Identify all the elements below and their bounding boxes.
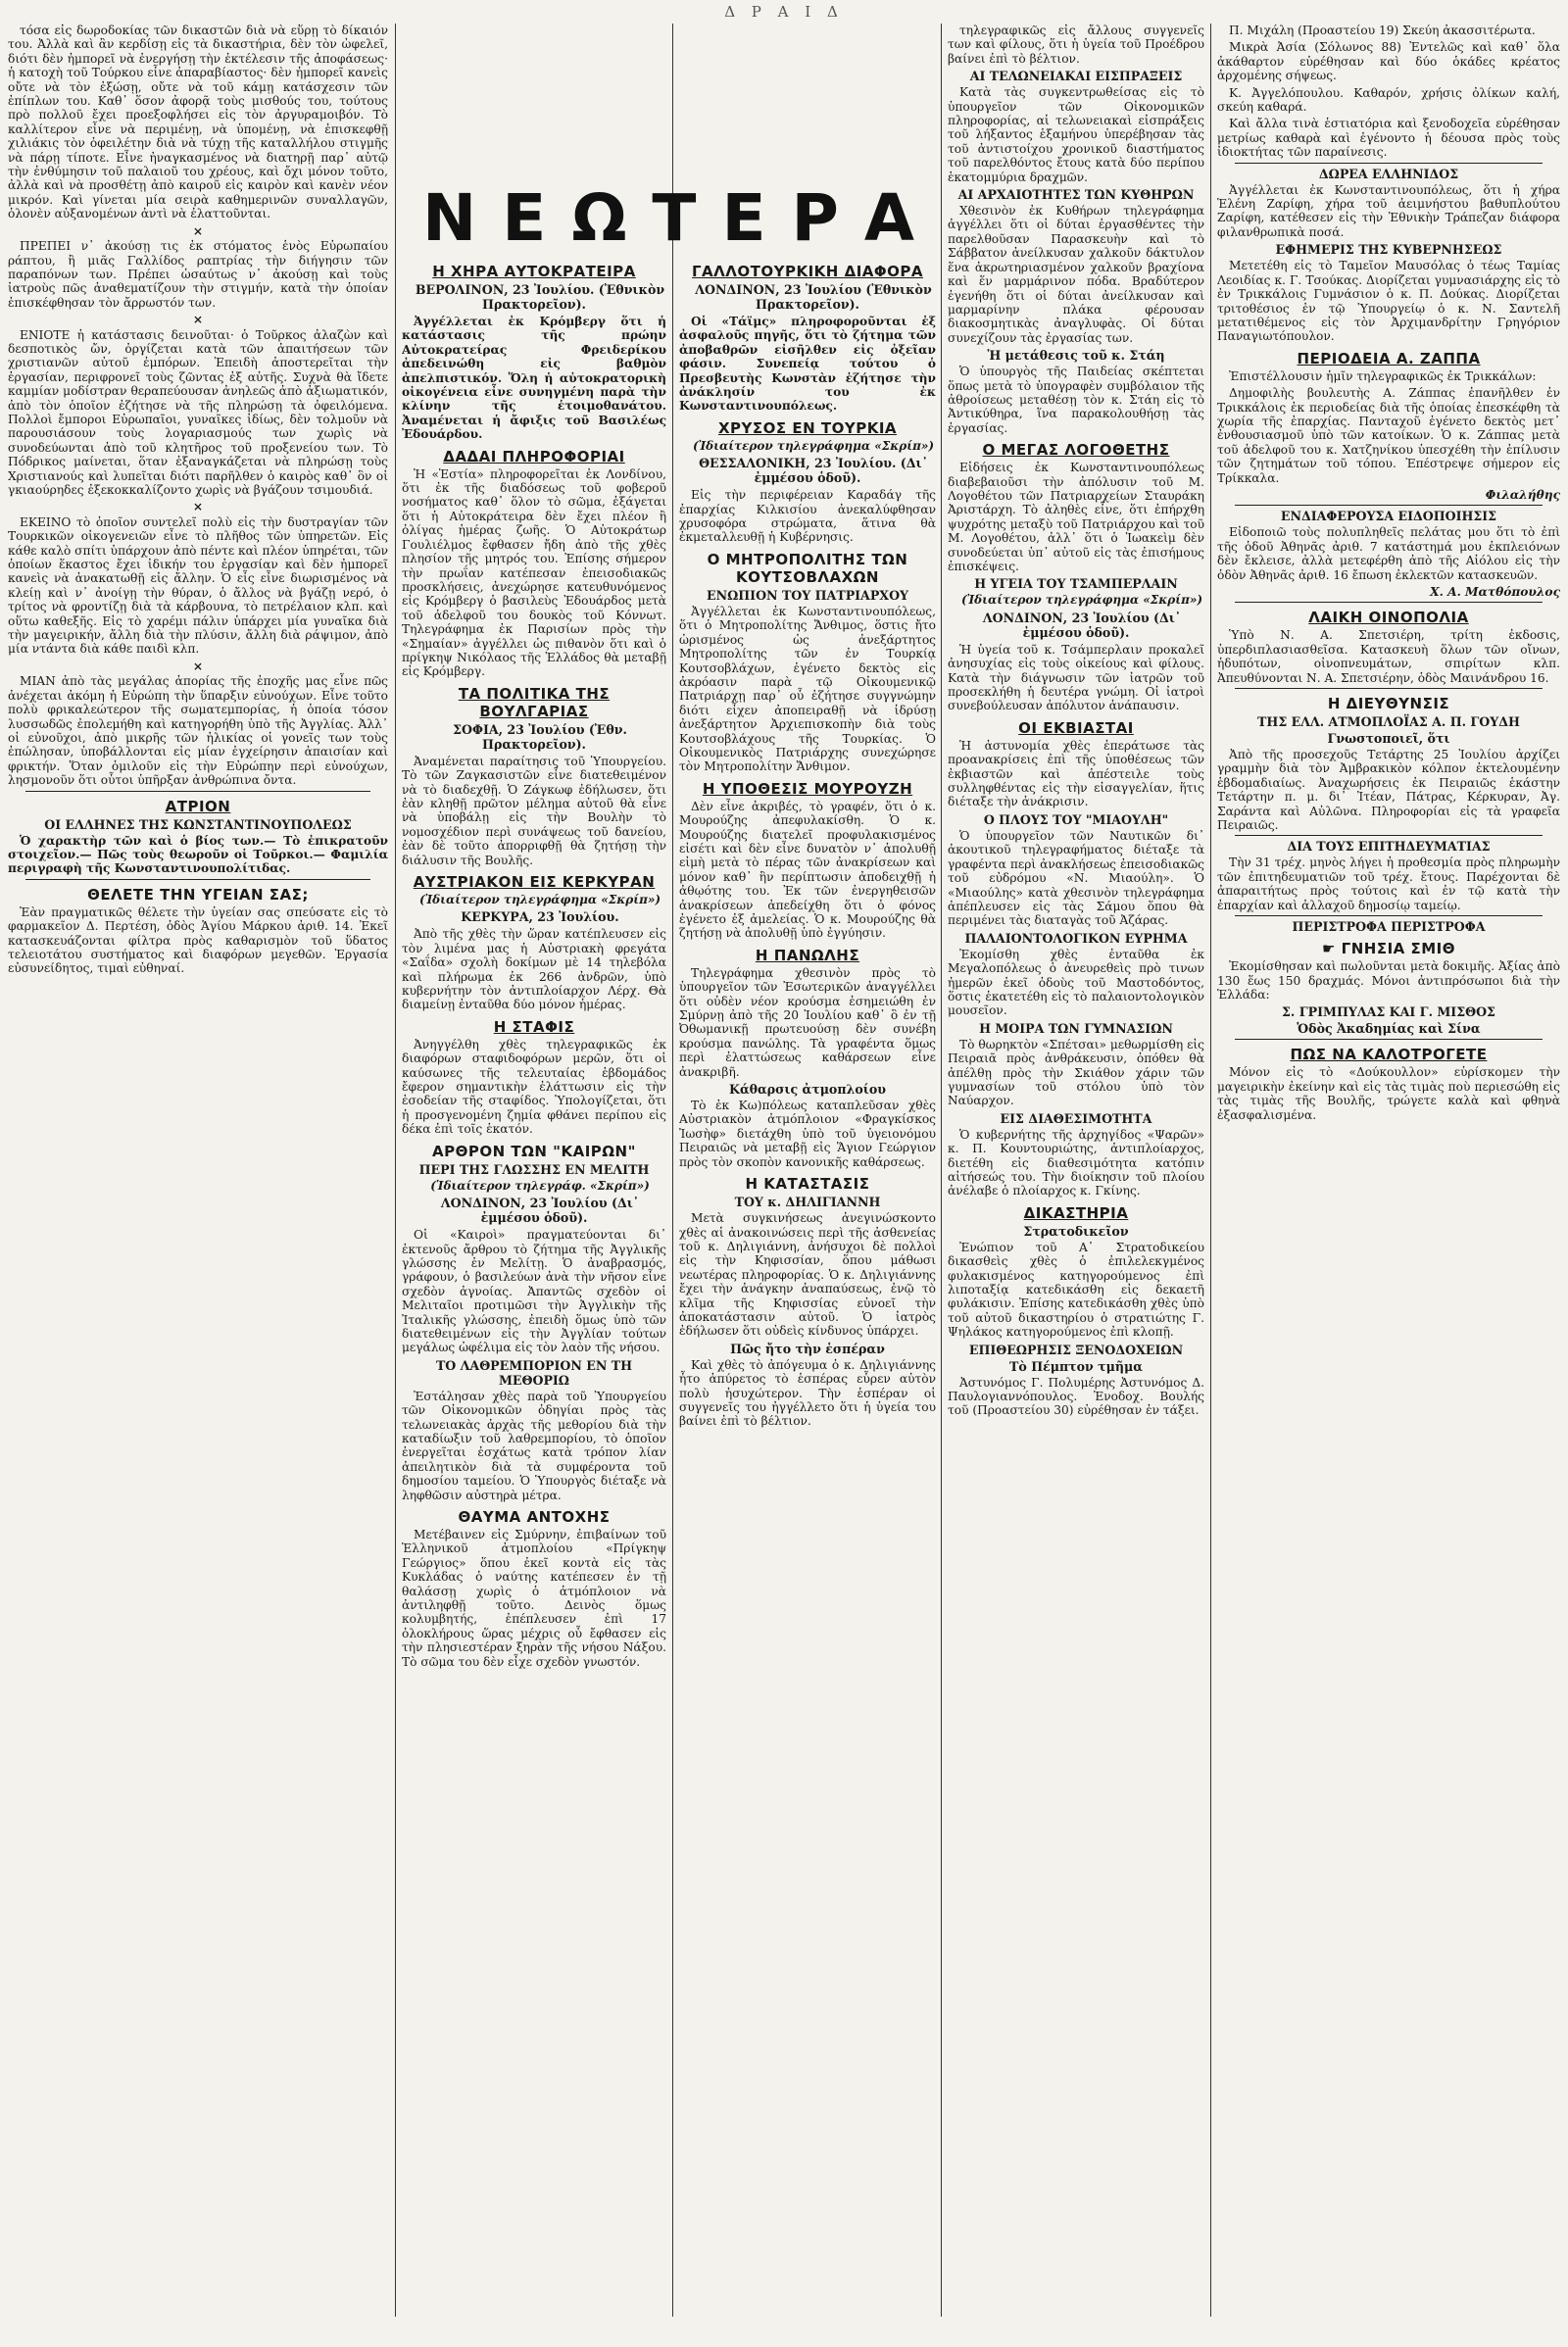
column-1: [8, 24, 388, 2336]
advert-text: Εἰδοποιῶ τοὺς πολυπληθεῖς πελάτας μου ὅτι τὸ ἐπὶ τῆς ὁδοῦ Ἀθηνᾶς ἀριθ. 7 κατάστημά μου ἐκπλειόνων δὲν ἔκλεισε, ἀλλὰ μετεφέρθη ἀπὸ τῆς Αἰόλου εἰς τὴν ὁδὸν Ἀθηνᾶς ἀριθ. 16 ἔπωση ἐκλεκτῶν κατασκευῶν.: [1217, 525, 1560, 582]
headline: Η ΥΓΕΙΑ ΤΟΥ ΤΣΑΜΠΕΡΛΑΙΝ: [974, 576, 1178, 592]
divider: [1235, 915, 1543, 916]
divider: [1235, 1039, 1543, 1040]
headline: ΧΡΥΣΟΣ ΕΝ ΤΟΥΡΚΙΑ: [717, 418, 898, 437]
headline: Η ΧΗΡΑ ΑΥΤΟΚΡΑΤΕΙΡΑ: [432, 263, 636, 280]
dateline: ΚΕΡΚΥΡΑ, 23 Ἰουλίου.: [461, 909, 619, 925]
article-paragraph: τηλεγραφικῶς εἰς ἄλλους συγγενεῖς των καὶ φίλους, ὅτι ἡ ὑγεία τοῦ Προέδρου βαίνει ἐπὶ τὸ βέλτιον.: [948, 24, 1204, 66]
article-paragraph: Μετέβαινεν εἰς Σμύρνην, ἐπιβαίνων τοῦ Ἑλληνικοῦ ἀτμοπλοίου «Πρίγκηψ Γεώργιος» ὅπου ἐκεῖ κοντὰ εἰς τὰς Κυκλάδας ὁ ναύτης κατέπεσεν ἐν τῇ θαλάσσῃ χωρὶς ὁ ἀτμόπλοιον νὰ ἀντιληφθῇ τοῦτο. Δεινὸς ὅμως κολυμβητής, ἐπέπλευσεν ἐπὶ 17 ὁλοκλήρους ὥρας μέχρις οὗ ἔφθασεν εἰς τὴν πλησιεστέραν ξηρὰν τῆς νήσου Νάξου. Τὸ σῶμα του δὲν εἶχε σχεδὸν γνωστόν.: [402, 1528, 666, 1669]
subheadline: ΕΝΩΠΙΟΝ ΤΟΥ ΠΑΤΡΙΑΡΧΟΥ: [706, 587, 909, 603]
article-paragraph: ΠΡΕΠΕΙ ν᾽ ἀκούσῃ τις ἐκ στόματος ἑνὸς Εὐρωπαίου ράπτου, ἢ μιᾶς Γαλλίδος ραπτρίας τὴν διήγησιν τῶν παραπόνων των. Πρέπει ὡσαύτως ν᾽ ἀκούσῃ καὶ τοὺς ἰατροὺς πῶς ἀναθεματίζουν τὴν στιγμήν, κατὰ τὴν ὁποίαν ἐπισκέφθησαν τὸν ἄρρωστόν των.: [8, 239, 388, 310]
headline: ΑΡΘΡΟΝ ΤΩΝ "ΚΑΙΡΩΝ": [432, 1142, 636, 1160]
article-paragraph: Ὁ κυβερνήτης τῆς ἀρχηγίδος «Ψαρῶν» κ. Π. Κουντουριώτης, ἀντιπλοίαρχος, διετέθη εἰς διαθεσιμότητα κατόπιν αἰτήσεώς του. Τὴν διοίκησιν τοῦ πλοίου ἀνέλαβε ὁ πλοίαρχος κ. Γκίνης.: [948, 1127, 1204, 1198]
article-paragraph: Οἱ «Καιροὶ» πραγματεύονται δι᾽ ἐκτενοῦς ἄρθρου τὸ ζήτημα τῆς Ἀγγλικῆς γλώσσης ἐν Μελίτῃ. Ὁ ἀναβρασμός, γράφουν, ὁ βασιλεύων ἀνὰ τὴν νῆσον εἶνε σχεδὸν ἀγνοίας. Ἀπαντῶς σχεδὸν οἱ Μελιταῖοι προτιμῶσι τὴν Ἀγγλικὴν τῆς Ἰταλικῆς γλώσσης, ἐπειδὴ ὅμως ὑπὸ τῶν διατεθειμένων εἰς τὴν Ἀγγλίαν τούτων μεγάλως ὠφέλιμα εἰς τὸν λαὸν τῆς νήσου.: [402, 1228, 666, 1355]
article-paragraph: Ἡ ὑγεία τοῦ κ. Τσάμπερλαιν προκαλεῖ ἀνησυχίας εἰς τοὺς οἰκείους καὶ φίλους. Κατὰ τὴν διάγνωσιν τῶν ἰατρῶν τοῦ προσεκλήθη ἡ δευτέρα γνώμη. Οἱ ἰατροὶ συνεβούλευσαν ἀπόλυτον ἀνάπαυσιν.: [948, 642, 1204, 713]
pistol-icon: ☛: [1321, 940, 1342, 958]
headline: Η ΥΠΟΘΕΣΙΣ ΜΟΥΡΟΥΖΗ: [702, 779, 913, 798]
column-2: [402, 257, 666, 2334]
headline: ΠΑΛΑΙΟΝΤΟΛΟΓΙΚΟΝ ΕΥΡΗΜΑ: [964, 930, 1188, 946]
source-line: (Ἰδιαίτερον τηλεγράφ. «Σκρίπ»): [430, 1178, 650, 1193]
headline: ΠΕΡΙΟΔΕΙΑ Α. ΖΑΠΠΑ: [1297, 349, 1481, 367]
separator-mark: ×: [192, 500, 204, 514]
article-paragraph: Τὸ θωρηκτὸν «Σπέτσαι» μεθωρμίσθη εἰς Πειραιᾶ πρὸς ἀνθράκευσιν, ὁπόθεν θὰ ἀπέλθῃ πρὸς τὴν Σκιάθον χάριν τῶν γυμνασίων τοῦ στόλου ὑπὸ τὸν Ναύαρχον.: [948, 1037, 1204, 1108]
separator-mark: ×: [192, 223, 204, 238]
article-paragraph: τόσα εἰς δωροδοκίας τῶν δικαστῶν διὰ νὰ εὕρῃ τὸ δίκαιόν του. Ἀλλὰ καὶ ἂν κερδίσῃ εἰς τὰ δικαστήρια, δὲν τὸν ὠφελεῖ, διότι δὲν ἠμπορεῖ νὰ ἐνεργήσῃ τὴν ἐκτέλεσιν τῆς ἀποφάσεως· ἡ κατοχὴ τοῦ Τούρκου εἶνε ἀπαραβίαστος· δὲν ἠμπορεῖ κανεὶς οὔτε νὰ τὸν ἐξώσῃ, οὔτε νὰ τοῦ κάμῃ κατάσχεσιν τῶν ἐπίπλων του. Καθ᾽ ὅσον ἀφορᾷ τοὺς μισθούς του, τούτους πρὸ πολλοῦ ἔχει προεξοφλήσει εἰς τὸν ἀργυραμοιβόν. Τὸ καλλίτερον εἶνε νὰ περιμένῃ, νὰ ὑπομένῃ, νὰ ἐπισκεφθῇ χιλιάκις τὸν ὀφειλέτην διὰ νὰ τύχῃ τῆς καταλλήλου στιγμῆς νὰ πάρῃ τίποτε. Εἶνε ἠναγκασμένος νὰ διατηρῇ παρ᾽ αὐτῷ τὴν ἐνθύμησιν τοῦ παλαιοῦ του χρέους, καὶ ὄχι μόνον τοῦτο, ἀλλὰ καὶ νὰ προσθέτῃ ἀπὸ καιροῦ εἰς καιρὸν καὶ κανὲν νέον μικρόν. Καὶ γίνεται μία σειρὰ καθημερινῶν συναλλαγῶν, ὁλονὲν αὐξανομένων ἀντὶ νὰ ἐλαττοῦνται.: [8, 24, 388, 221]
headline: Ο ΠΛΟΥΣ ΤΟΥ "ΜΙΑΟΥΛΗ": [983, 811, 1169, 827]
article-paragraph: Μετετέθη εἰς τὸ Ταμεῖον Μαυσόλας ὁ τέως Ταμίας Λεοιδίας κ. Γ. Τσούκας. Διορίζεται γυμνασιάρχης εἰς τὸ ἐν Τρικκάλοις Γυμνάσιον ὁ κ. Π. Δούκας. Διορίζεται τριτοθέσιος ἐν τῷ Ὑπουργείῳ ὁ κ. Ν. Σαντελῆ μετατιθέμενος εἰς τὸν Ἀρχιμανδρίτην Γρηγόριον Παναγιωτόπουλον.: [1217, 259, 1560, 344]
advert-text: Ὑπὸ Ν. Α. Σπετσιέρη, τρίτη ἐκδοσις, ὑπερδιπλασιασθεῖσα. Κατασκευὴ ὅλων τῶν οἴνων, ἡδυπότων, οἰνοπνευμάτων, σπιρίτων κλπ. Ἀπευθύνονται Ν. Α. Σπετσιέρην, ὁδὸς Μαινάνδρου 16.: [1217, 628, 1560, 685]
divider: [1235, 163, 1543, 164]
article-paragraph: Εἰδήσεις ἐκ Κωνσταντινουπόλεως διαβεβαιοῦσι τὴν ἀπόλυσιν τοῦ Μ. Λογοθέτου τῶν Πατριαρχείων Σταυράκη Ἀριστάρχη. Τὸ ἀληθὲς εἶνε, ὅτι ἐπήρχθη ψυχρότης μεταξὺ τοῦ Πατριάρχου καὶ τοῦ Μ. Λογοθέτου, ἀλλ᾽ ὅτι ὁ Ἰωακεὶμ δὲν συνοδεύεται ὑπ᾽ αὐτοῦ εἰς τὰς ἐπισήμους ἐπισκέψεις.: [948, 461, 1204, 573]
subheadline: Τὸ Πέμπτον τμῆμα: [1009, 1358, 1143, 1374]
column-rule: [1210, 24, 1211, 2317]
article-paragraph: Καὶ χθὲς τὸ ἀπόγευμα ὁ κ. Δηλιγιάννης ἦτο ἀπύρετος τὸ ἑσπέρας εὗρεν αὐτὸν πολὺ ἡσυχώτερον. Τὴν ἑσπέραν οἱ συγγενεῖς του ἠγγέλλετο ὅτι ἡ ὑγεία του βαίνει ἐπὶ τὸ βέλτιον.: [679, 1357, 936, 1429]
column-3: [679, 257, 936, 2334]
article-paragraph: Ὁ ὑπουργὸς τῆς Παιδείας σκέπτεται ὅπως μετὰ τὸ ὑπογραφὲν συμβόλαιον τῆς ἀθροίσεως μεταθέσῃ τὸν κ. Στάη εἰς τὸ Ἀντικύθηρα, ἵνα παρακολουθήσῃ τὰς ἐργασίας.: [948, 365, 1204, 435]
column-rule: [395, 24, 396, 2317]
article-paragraph: Ἐστάλησαν χθὲς παρὰ τοῦ Ὑπουργείου τῶν Οἰκονομικῶν ὁδηγίαι πρὸς τὰς τελωνειακὰς ἀρχὰς τῆς μεθορίου διὰ τὴν καταδίωξιν τοῦ λαθρεμπορίου, τὸ ὁποῖον ἐνεργεῖται ἐσχάτως κατὰ τρόπον λίαν ἀπειλητικὸν διὰ τὰ συμφέροντα τοῦ δημοσίου ταμείου. Ὁ Ὑπουργὸς διέταξε νὰ ληφθῶσιν αὐστηρὰ μέτρα.: [402, 1389, 666, 1502]
advert-subtitle-text: ΓΝΗΣΙΑ ΣΜΙΘ: [1341, 940, 1455, 958]
headline: Η ΚΑΤΑΣΤΑΣΙΣ: [745, 1175, 870, 1194]
subheadline: Πῶς ἤτο τὴν ἑσπέραν: [730, 1341, 885, 1356]
section-title: ΑΤΡΙΟΝ: [165, 797, 231, 815]
article-paragraph: Ἀγγέλλεται ἐκ Κρόμβεργ ὅτι ἡ κατάστασις τῆς πρώην Αὐτοκρατείρας Φρειδερίκου ἀπεδεινώθη εἰς βαθμὸν ἀπελπιστικόν. Ὅλη ἡ αὐτοκρατορικὴ οἰκογένεια εἶνε συνηγμένη παρὰ τὴν κλίνην τῆς ἑτοιμοθανάτου. Ἀναμένεται ἡ ἄφιξις τοῦ Βασιλέως Ἐδουάρδου.: [402, 315, 666, 442]
article-paragraph: Εἰς τὴν περιφέρειαν Καραδάγ τῆς ἐπαρχίας Κιλκισίου ἀνεκαλύφθησαν χρυσοφόρα στρώματα, ἅτινα θὰ ἐκμεταλλευθῇ ἡ Κυβέρνησις.: [679, 488, 936, 545]
advert-title: Η ΔΙΕΥΘΥΝΣΙΣ: [1327, 695, 1450, 713]
headline: ΑΥΣΤΡΙΑΚΟΝ ΕΙΣ ΚΕΡΚΥΡΑΝ: [413, 873, 656, 891]
article-paragraph: Ἐκομίσθη χθὲς ἐνταῦθα ἐκ Μεγαλοπόλεως ὁ ἀνευρεθεὶς πρὸ τινων ἡμερῶν ἐκεῖ ὀδοὺς τοῦ Μαστοδόντος, ὅστις ἐκατετέθη εἰς τὸ παλαιοντολογικὸν μουσεῖον.: [948, 947, 1204, 1018]
advert-subtitle: Γνωστοποιεῖ, ὅτι: [1327, 731, 1450, 747]
divider: [25, 879, 370, 880]
article-paragraph: Ἡ «Ἑστία» πληροφορεῖται ἐκ Λονδίνου, ὅτι ἐκ τῆς διαδόσεως τοῦ φοβεροῦ νοσήματος καθ᾽ ὅλον τὸ σῶμα, ἐξάγεται ὅτι ἡ Αὐτοκράτειρα δὲν ἔχει πλέον ἢ ὀλίγας ἡμέρας ζωῆς. Ὁ Αὐτοκράτωρ Γουλιέλμος ἔφθασεν ἤδη ἀπὸ τῆς χθὲς πλησίον τῆς μητρός του. Ἐπίσης σήμερον τὴν πρωΐαν κατέπεσαν ἐπεισοδιακῶς προσκλήσεις, ἀνεχώρησε κατευθυνόμενος εἰς Κρόμβεργ ὁ βασιλεὺς Ἐδουάρδος μετὰ τοῦ ἀδελφοῦ του δουκὸς τοῦ Κόννωτ. Τηλεγράφημα ἐκ Παρισίων πρὸς τὴν «Σημαίαν» ἀγγέλλει ὡς πιθανὸν ὅτι καὶ ὁ πρίγκηψ Νικόλαος τῆς Ἑλλάδος θὰ μεταβῇ εἰς Κρόμβεργ.: [402, 466, 666, 679]
article-paragraph: Καὶ ἄλλα τινὰ ἑστιατόρια καὶ ξενοδοχεῖα εὑρέθησαν μετρίως καθαρὰ καὶ ἐγένοντο ἡ δέουσα πρὸς τοὺς ἰδιοκτήτας τῶν παραίνεσις.: [1217, 117, 1560, 160]
article-paragraph: Κ. Ἀγγελόπουλου. Καθαρόν, χρήσις ὀλίκων καλή, σκεύη καθαρά.: [1217, 85, 1560, 115]
divider: [1235, 835, 1543, 836]
headline: Η ΠΑΝΩΛΗΣ: [755, 946, 860, 964]
headline: ΓΑΛΛΟΤΟΥΡΚΙΚΗ ΔΙΑΦΟΡΑ: [692, 263, 923, 280]
article-paragraph: Μετὰ συγκινήσεως ἀνεγινώσκοντο χθὲς αἱ ἀνακοινώσεις περὶ τῆς ἀσθενείας τοῦ κ. Δηλιγιάννη, ἀνήσυχοι δὲ πολλοὶ εἰς τὴν Κηφισσίαν, ὅπου μάθωσι νεωτέρας πληροφορίας. Ὁ κ. Δηλιγιάννης ἔχει τὴν ἀνάγκην ἀναπαύσεως, ἐνῷ τὸ κλῖμα τῆς Κηφισσίας εὐνοεῖ τὴν ἀποκατάστασιν αὐτοῦ. Ὁ ἰατρὸς ἐδήλωσεν ὅτι οὐδεὶς κίνδυνος ὑπάρχει.: [679, 1211, 936, 1339]
advert-text: Ἀπὸ τῆς προσεχοῦς Τετάρτης 25 Ἰουλίου ἀρχίζει γραμμὴν διὰ τὸν Ἀμβρακικὸν κόλπον ἐκτελουμένην ἑβδομαδιαίως. Ἀναχωρήσεις ἐκ Πειραιῶς ἑκάστην Τετάρτην π. μ. δι᾽ Ἰτέαν, Πάτρας, Κέρκυραν, Ἀγ. Σαράντα καὶ Αὐλῶνα. Πληροφορίαι εἰς τὰ γραφεῖα Πειραιῶς.: [1217, 748, 1560, 833]
headline: ΕΦΗΜΕΡΙΣ ΤΗΣ ΚΥΒΕΡΝΗΣΕΩΣ: [1275, 242, 1502, 258]
headline: ΤΑ ΠΟΛΙΤΙΚΑ ΤΗΣ ΒΟΥΛΓΑΡΙΑΣ: [458, 684, 611, 720]
subheadline: ΤΟΥ κ. ΔΗΛΙΓΙΑΝΝΗ: [734, 1195, 881, 1210]
advert-text: Τὴν 31 τρέχ. μηνὸς λήγει ἡ προθεσμία πρὸς πληρωμὴν τῶν ἐπιτηδευματιῶν τοῦ τρέχ. ἔτους. Παρέχονται δὲ ἀπαραιτήτως πρὸς τούτοις καὶ ἐν τῷ κατὰ τὴν ἐπαρχίαν καὶ ἀλλαχοῦ δημοσίῳ ταμείῳ.: [1217, 856, 1560, 912]
article-paragraph: ΜΙΑΝ ἀπὸ τὰς μεγάλας ἀπορίας τῆς ἐποχῆς μας εἶνε πῶς ἀνέχεται ἀκόμη ἡ Εὐρώπη τὴν ὕπαρξιν εὐνούχων. Εἶνε τοῦτο πολὺ φρικαλεώτερον τῆς σωματεμπορίας, ἡ ὁποία τόσον λυσσωδῶς ἐπολεμήθη καὶ κατηγορήθη ὑπὸ τῆς Ἀγγλίας. Ἀλλ᾽ οἱ εὐνοῦχοι, ἀπὸ μικρῆς τῶν ἡλικίας οἱ γονεῖς των τοὺς ἐπώλησαν, ὑποβάλλονται εἰς μίαν ἐγχείρησιν ἀπαισίαν καὶ φρικτήν. Ὅταν ὁμιλοῦν εἰς τὴν Εὐρώπην περὶ εὐνούχων, λησμονοῦν ὅτι οὗτοι ὑπῆρξαν ἀνθρώπινα ὄντα.: [8, 674, 388, 788]
article-paragraph: Δὲν εἶνε ἀκριβές, τὸ γραφέν, ὅτι ὁ κ. Μουρούζης ἀπεφυλακίσθη. Ὁ κ. Μουρούζης διατελεῖ προφυλακισμένος εἰσέτι καὶ δὲν εἶνε δυνατὸν ν᾽ ἀπολυθῇ εἰμὴ μετὰ τὸ πέρας τῶν ἀνακρίσεων καὶ μόνον καθ᾽ ἣν περίπτωσιν ἀποδειχθῇ ἡ ἀθῳότης του. Ἐκ τῶν ἐνεργηθεισῶν ἀνακρίσεων ἀπεδείχθη ὅτι ὁ φόνος ἐγένετο ἐξ ἀμελείας. Ὁ κ. Μουρούζης θὰ ζητήσῃ νὰ ἀπολυθῇ ὑπὸ ἐγγύησιν.: [679, 799, 936, 941]
source-line: (Ἰδιαίτερον τηλεγράφημα «Σκρίπ»): [692, 438, 935, 453]
advert-title: ΘΕΛΕΤΕ ΤΗΝ ΥΓΕΙΑΝ ΣΑΣ;: [87, 885, 309, 904]
advert-subtitle: [1217, 940, 1560, 957]
advert-subtitle: ΤΗΣ ΕΛΛ. ΑΤΜΟΠΛΟΪΑΣ Α. Π. ΓΟΥΔΗ: [1257, 714, 1520, 730]
headline: ΘΑΥΜΑ ΑΝΤΟΧΗΣ: [458, 1508, 611, 1526]
article-paragraph: Δημοφιλὴς βουλευτὴς Α. Ζάππας ἐπανῆλθεν ἐν Τρικκάλοις ἐκ περιοδείας διὰ τῆς ὁποίας ἐπεσκέφθη τὰ χωρία τῆς ἐπαρχίας. Πανταχοῦ ἐγένετο δεκτὸς μετ᾽ ἐνθουσιασμοῦ ὑπὸ τῶν κατοίκων. Ὁ κ. Ζάππας μετὰ τοῦ ἀδελφοῦ του κ. Χατζηνίκου ὑπεσχέθη τὴν ἐπίλυσιν τῶν ζητημάτων τοῦ τόπου. Ἐπέστρεψε σήμερον εἰς Τρίκκαλα.: [1217, 386, 1560, 485]
dateline: ΒΕΡΟΛΙΝΟΝ, 23 Ἰουλίου. (Ἐθνικὸν Πρακτορεῖον).: [415, 282, 665, 312]
headline: Η ΜΟΙΡΑ ΤΩΝ ΓΥΜΝΑΣΙΩΝ: [979, 1020, 1173, 1036]
source-line: (Ἰδιαίτερον τηλεγράφημα «Σκρίπ»): [418, 893, 662, 906]
masthead: ΝΕΩΤΕΡΑ: [422, 180, 940, 256]
advert-title: ΛΑΙΚΗ ΟΙΝΟΠΟΛΙΑ: [1308, 609, 1469, 627]
page-header-strip: Δ Ρ Α Ι Δ: [724, 3, 844, 21]
dateline: ΘΕΣΣΑΛΟΝΙΚΗ, 23 Ἰουλίου. (Δι᾽ ἐμμέσου ὁδοῦ).: [699, 456, 928, 486]
article-paragraph: ΕΚΕΙΝΟ τὸ ὁποῖον συντελεῖ πολὺ εἰς τὴν δυστραγίαν τῶν Τουρκικῶν οἰκογενειῶν εἶνε τὸ πλῆθος τῶν ὑπηρετῶν. Εἰς κάθε καλὸ σπίτι ὑπάρχουν ἀπὸ πέντε καὶ πλέον ὑπηρέται, τῶν ὁποίων ἕκαστος ἔχει ἰδικήν του ἐργασίαν καὶ δὲν ἠμπορεῖ κανεὶς νὰ ἀνακατωθῇ εἰς ἄλλην. Ὁ εἷς εἶνε διωρισμένος νὰ κλείῃ καὶ ν᾽ ἀνοίγῃ τὴν θύραν, ὁ ἄλλος νὰ βγάζῃ νερό, ὁ τρίτος νὰ φροντίζῃ διὰ τὰ κάρβουνα, τὸ πετρέλαιον κλπ. καὶ οὕτω καθεξῆς. Εἰς τὸ χαρέμι πάλιν ὑπάρχει μία γυναῖκα διὰ τὴν μαγειρικήν, ἄλλη διὰ τὴν πλύσιν, ἄλλη διὰ ράψιμον, ἀπὸ μία ντάντα διὰ κάθε παιδὶ κλπ.: [8, 514, 388, 657]
source-line: (Ἰδιαίτερον τηλεγράφημα «Σκρίπ»): [960, 593, 1203, 608]
article-paragraph: Τηλεγράφημα χθεσινὸν πρὸς τὸ ὑπουργεῖον τῶν Ἐσωτερικῶν ἀναγγέλλει ὅτι οὐδὲν νέον κρούσμα ἐσημειώθη ἐν Σμύρνῃ ἀπὸ τῆς 20 Ἰουλίου καθ᾽ ὃ ἐν τῇ Ὀθωμανικῇ πρωτευούσῃ δὲν συνέβη κρούσμα πανώλης. Τὰ γραφέντα ὅμως περὶ ἐλαττώσεως καθάρσεων εἶνε ἀνακριβῆ.: [679, 965, 936, 1079]
article-paragraph: Οἱ «Τάϊμς» πληροφοροῦνται ἐξ ἀσφαλοῦς πηγῆς, ὅτι τὸ ζήτημα τῶν ἀποβαθρῶν εἰσῆλθεν εἰς ὀξεῖαν φάσιν. Συνεπείᾳ τούτου ὁ Πρεσβευτὴς Κωνστὰν ἐζήτησε τὴν ἀνάκλησίν του ἐκ Κωνσταντινουπόλεως.: [679, 315, 936, 414]
article-paragraph: Ὁ ὑπουργεῖον τῶν Ναυτικῶν δι᾽ ἀκουτικοῦ τηλεγραφήματος διέταξε τὰ γραφέντα περὶ ἀνακλήσεως ἐπεισοδιακῶς τοῦ εὐδρόμου «Ν. Μιαούλη». Ὁ «Μιαούλης» κατὰ χθεσινὸν τηλεγράφημα ἀπέπλευσεν εἰς τὰς Σάμου ὅπου θὰ περιμένει τὰς διαταγὰς τοῦ Ἀζάρας.: [948, 828, 1204, 928]
article-paragraph: Ἐνώπιον τοῦ Α᾽ Στρατοδικείου δικασθεὶς χθὲς ὁ ἐπιλελεκγμένος φυλακισμένος κατηγορούμενος ἐπὶ λιποταξίᾳ κατεδικάσθη εἰς δεκαετῆ φυλάκισιν. Ἐπίσης κατεδικάσθη χθὲς ὑπὸ τοῦ αὐτοῦ δικαστηρίου ὁ στρατιώτης Γ. Ψηλάκος κατηγορούμενος ἐπὶ κλοπῇ.: [948, 1240, 1204, 1340]
subheadline: Ἡ μετάθεσις τοῦ κ. Στάη: [987, 348, 1165, 364]
separator-mark: ×: [192, 659, 204, 673]
separator-mark: ×: [192, 313, 204, 327]
headline: ΤΟ ΛΑΘΡΕΜΠΟΡΙΟΝ ΕΝ ΤΗ ΜΕΘΟΡΙΩ: [435, 1357, 633, 1388]
article-paragraph: Ἐπιστέλλουσιν ἡμῖν τηλεγραφικῶς ἐκ Τρικκάλων:: [1229, 368, 1537, 383]
headline: Η ΣΤΑΦΙΣ: [493, 1017, 575, 1036]
article-paragraph: Ἀγγέλλεται ἐκ Κωνσταντινουπόλεως, ὅτι ὁ Μητροπολίτης Ἄνθιμος, ὅστις ἤτο ὡρισμένος ὡς ἀνεξάρτητος Μητροπολίτης τῶν ἐν Τουρκίᾳ Κουτσοβλάχων, ἐγένετο δεκτὸς εἰς ἀκρόασιν παρὰ τῷ Οἰκουμενικῷ Πατριάρχῃ παρ᾽ οὗ ἐζήτησε συγγνώμην διότι εἶχεν ἀποπειραθῇ νὰ ἱδρύσῃ ἀνεξάρτητον Ἀρχιεπισκοπὴν διὰ τοὺς Κουτσοβλάχους τῆς Τουρκίας. Ὁ Οἰκουμενικὸς Πατριάρχης συνεχώρησε τὸν Μητροπολίτην Ἄνθιμον.: [679, 604, 936, 774]
article-paragraph: Ἀγγέλλεται ἐκ Κωνσταντινουπόλεως, ὅτι ἡ χήρα Ἑλένη Ζαρίφη, χήρα τοῦ ἀειμνήστου βαθυπλούτου Ζαρίφη, κατέθεσεν εἰς τὴν Ἐθνικὴν Τράπεζαν διάφορα φιλανθρωπικὰ ποσά.: [1217, 182, 1560, 239]
advert-subtitle: Σ. ΓΡΙΜΠΥΛΑΣ ΚΑΙ Γ. ΜΙΣΘΟΣ: [1282, 1004, 1495, 1020]
article-paragraph: Κατὰ τὰς συγκεντρωθείσας εἰς τὸ ὑπουργεῖον τῶν Οἰκονομικῶν πληροφορίας, αἱ τελωνειακαὶ εἰσπράξεις τοῦ λήξαντος ἑξαμήνου ὑπερέβησαν τὰς τοῦ ἀντιστοίχου χρονικοῦ διαστήματος τοῦ παρελθόντος ἔτους κατὰ δύο περίπου ἑκατομμύρια δραχμῶν.: [948, 85, 1204, 184]
divider: [1235, 505, 1543, 506]
headline: ΑΙ ΤΕΛΩΝΕΙΑΚΑΙ ΕΙΣΠΡΑΞΕΙΣ: [969, 69, 1183, 84]
divider: [25, 791, 370, 792]
column-rule: [941, 24, 942, 2317]
article-paragraph: Π. Μιχάλη (Προαστείου 19) Σκεύη ἀκασσιτέρωτα.: [1229, 24, 1536, 37]
advert-text: Ἐκομίσθησαν καὶ πωλοῦνται μετὰ δοκιμῆς. Ἀξίας ἀπὸ 130 ἕως 150 δραχμάς. Μόνοι ἀντιπρόσωποι διὰ τὴν Ἑλλάδα:: [1217, 959, 1560, 1002]
headline: Ο ΜΗΤΡΟΠΟΛΙΤΗΣ ΤΩΝ ΚΟΥΤΣΟΒΛΑΧΩΝ: [707, 550, 908, 586]
headline: ΕΠΙΘΕΩΡΗΣΙΣ ΞΕΝΟΔΟΧΕΙΩΝ: [968, 1342, 1184, 1357]
dateline: ΛΟΝΔΙΝΟΝ, 23 Ἰουλίου (Δι᾽ ἐμμέσου ὁδοῦ).: [440, 1196, 640, 1226]
divider: [1235, 602, 1543, 603]
column-rule: [672, 24, 673, 2317]
dateline: ΛΟΝΔΙΝΟΝ, 23 Ἰουλίου (Δι᾽ ἐμμέσου ὁδοῦ).: [982, 610, 1182, 640]
headline: ΕΙΣ ΔΙΑΘΕΣΙΜΟΤΗΤΑ: [1000, 1110, 1152, 1126]
subheadline: Κάθαρσις ἀτμοπλοίου: [729, 1082, 886, 1098]
headline: ΔΑΔΑΙ ΠΛΗΡΟΦΟΡΙΑΙ: [443, 447, 625, 465]
column-4: [948, 24, 1204, 2336]
article-paragraph: Χθεσινὸν ἐκ Κυθήρων τηλεγράφημα ἀγγέλλει ὅτι οἱ δύται ἐργασθέντες τὴν παρελθοῦσαν Παρασκευὴν καὶ τὸ Σάββατον ἀνείλκυσαν χαλκοῦν δάκτυλον ἕνα ἀκρωτηριασμένον χαλκοῦν βραχίονα καὶ ἕν μαρμάρινον πόδα. Βραδύτερον ἐγενήθη ὅτι οἱ δύται ἀνείλκυσαν καὶ μαρμαρίνην πλάκα φέρουσαν διακοσμητικὰς ἀναγλυφὰς. Οἱ δύται συνεχίζουν τὰς ἐργασίας των.: [948, 204, 1204, 345]
column-5: [1217, 24, 1560, 2336]
article-paragraph: ΕΝΙΟΤΕ ἡ κατάστασις δεινοῦται· ὁ Τοῦρκος ἀλαζὼν καὶ δεσποτικὸς ὤν, ὀργίζεται κατὰ τῶν ἀπαιτήσεων τῶν χριστιανῶν αὐτοῦ ἐμπόρων. Ἐπειδὴ ἀποστερεῖται τὴν ἐργασίαν, περιφρονεῖ τοὺς ζῶντας ἐξ αὐτῆς. Συχνὰ θὰ ἴδετε καμμίαν μοδίστραν θεραπεύουσαν ἀνηλεῶς ἀπὸ ἀξιωματικόν, ἀπὸ τὸν ὁποῖον ἐζήτησε νὰ τῆς πληρώσῃ τὰ ὀφειλόμενα. Πολλοὶ ἔμποροι Εὐρωπαῖοι, γυναῖκες ἰδίως, δὲν τολμοῦν νὰ παρουσιάσουν τοὺς λογαριασμούς των χωρὶς νὰ συνοδεύωνται ἀπὸ τοῦ κλητῆρος τοῦ προξενείου των. Τὸ Πόδρικος μαίνεται, ὅταν ἐξαναγκάζεται νὰ πληρώσῃ τοὺς Χριστιανούς καὶ λυπεῖται διότι παρῆλθεν ὁ καιρὸς καθ᾽ ὃν οἱ γκιαούρηδες ἐξεκοκκαλίζοντο χωρὶς νὰ βγάζουν τσιμουδιά.: [8, 327, 388, 497]
headline: ΔΙΚΑΣΤΗΡΙΑ: [1023, 1203, 1129, 1222]
article-paragraph: Ἀνηγγέλθη χθὲς τηλεγραφικῶς ἐκ διαφόρων σταφιδοφόρων μερῶν, ὅτι οἱ καύσωνες τῆς τελευταίας ἑβδομάδος ἔφερον σημαντικὴν ἐλάττωσιν εἰς τὴν ἐσοδείαν τῆς σταφίδος. Ὑπολογίζεται, ὅτι ἡ προσγενομένη ζημία φθάνει περίπου εἰς δέκα ἐπὶ τοῖς ἑκατόν.: [402, 1037, 666, 1137]
headline: ΑΙ ΑΡΧΑΙΟΤΗΤΕΣ ΤΩΝ ΚΥΘΗΡΩΝ: [957, 187, 1195, 203]
article-paragraph: Ἀναμένεται παραίτησις τοῦ Ὑπουργείου. Τὸ τῶν Ζαγκασιστῶν εἶνε διατεθειμένον νὰ τὸ διαδεχθῇ. Ὁ Ζάγκωφ ἐδήλωσεν, ὅτι ἐὰν κληθῇ πρῶτον μέλημα αὐτοῦ θὰ εἶνε νὰ ὑποβάλῃ εἰς τὴν Βουλὴν τὸ νομοσχέδιον περὶ συνάψεως τοῦ δανείου, ἐὰν δὲ τοῦτο ἀπορριφθῇ θὰ ζητήσῃ τὴν διάλυσιν τῆς Βουλῆς.: [402, 754, 666, 867]
advert-text: Μόνον εἰς τὸ «Δούκουλλον» εὑρίσκομεν τὴν μαγειρικὴν ἐκείνην καὶ εἰς τὰς τιμὰς ποὺ περιεσώθη εἰς τὰς τιμὰς τῆς Βουλῆς, τρώγετε καλὰ καὶ φθηνὰ ἐξασφαλισμένα.: [1217, 1065, 1560, 1122]
article-paragraph: Ἀστυνόμος Γ. Πολυμέρης Ἀστυνόμος Δ. Παυλογιαννόπουλος. Ἐνοδοχ. Βουλής τοῦ (Προαστείου 30) εὑρέθησαν ἐν τάξει.: [948, 1375, 1204, 1418]
advert-title: ΕΝΔΙΑΦΕΡΟΥΣΑ ΕΙΔΟΠΟΙΗΣΙΣ: [1280, 509, 1497, 524]
advert-title: ΠΩΣ ΝΑ ΚΑΛΟΤΡΟΓΕΤΕ: [1290, 1046, 1488, 1064]
article-paragraph: Ἀπὸ τῆς χθὲς τὴν ὥραν κατέπλευσεν εἰς τὸν λιμένα μας ἡ Αὐστριακὴ φρεγάτα «Σαΐδα» σχολὴ δοκίμων μὲ 14 τηλεβόλα καὶ πλήρωμα ἐκ 266 ἀνδρῶν, ὑπὸ κυβερνήτην τὸν ἀντιπλοίαρχον Λέρχ. Θὰ διαμείνῃ ἐνταῦθα δύο μόνον ἡμέρας.: [402, 927, 666, 1012]
article-paragraph: Τὸ ἐκ Κω)πόλεως καταπλεῦσαν χθὲς Αὐστριακὸν ἀτμόπλοιον «Φραγκίσκος Ἰωσὴφ» διετάχθη ὑπὸ τοῦ ὑγειονόμου Πειραιῶς νὰ μεταβῇ εἰς Ἅγιον Γεώργιον πρὸς τὸν σκοπὸν κανονικῆς καθάρσεως.: [679, 1099, 936, 1169]
signature: Φιλαλήθης: [1485, 487, 1560, 502]
headline: ΟΙ ΕΚΒΙΑΣΤΑΙ: [1018, 718, 1134, 737]
subheadline: Στρατοδικεῖον: [1023, 1223, 1129, 1239]
advert-text: Ἐὰν πραγματικῶς θέλετε τὴν ὑγείαν σας σπεύσατε εἰς τὸ φαρμακεῖον Δ. Περτέση, ὁδὸς Ἁγίου Μάρκου ἀριθ. 14. Ἐκεῖ κατασκευάζονται φίλτρα πρὸς καθαρισμὸν τοῦ ὕδατος τελειοτάτου συστήματος καὶ διαφόρων μεγεθῶν. Ἐργασία εὐσυνείδητος, τιμαὶ εὐθηναί.: [8, 905, 388, 976]
headline: Ο ΜΕΓΑΣ ΛΟΓΟΘΕΤΗΣ: [982, 441, 1170, 460]
headline: ΔΩΡΕΑ ΕΛΛΗΝΙΔΟΣ: [1318, 166, 1459, 181]
dateline: ΣΟΦΙΑ, 23 Ἰουλίου (Ἐθν. Πρακτορεῖον).: [453, 721, 627, 752]
advert-title: ΠΕΡΙΣΤΡΟΦΑ ΠΕΡΙΣΤΡΟΦΑ: [1292, 919, 1486, 935]
dateline: ΛΟΝΔΙΝΟΝ, 23 Ἰουλίου (Ἐθνικὸν Πρακτορεῖον).: [695, 282, 932, 312]
subheadline: ΠΕΡΙ ΤΗΣ ΓΛΩΣΣΗΣ ΕΝ ΜΕΛΙΤΗ: [418, 1161, 650, 1177]
advert-subtitle: Ὁδὸς Ἀκαδημίας καὶ Σίνα: [1297, 1021, 1481, 1037]
section-subtitle: ΟΙ ΕΛΛΗΝΕΣ ΤΗΣ ΚΩΝΣΤΑΝΤΙΝΟΥΠΟΛΕΩΣ: [44, 816, 352, 832]
article-paragraph: Ὁ χαρακτὴρ τῶν καὶ ὁ βίος των.— Τὸ ἐπικρατοῦν στοιχεῖον.— Πῶς τοὺς θεωροῦν οἱ Τοῦρκοι.— Φαμιλία περιγραφὴ τῆς Κωνσταντινουπολίτιδας.: [8, 833, 388, 876]
article-paragraph: Ἡ ἀστυνομία χθὲς ἐπεράτωσε τὰς προανακρίσεις ἐπὶ τῆς ὑποθέσεως τῶν ἐκβιαστῶν καὶ ἀπέστειλε τοὺς συλληφθέντας εἰς τὴν εἰσαγγελίαν, ἥτις διέταξε τὴν ἀνάκρισιν.: [948, 738, 1204, 809]
signature: Χ. Α. Ματθόπουλος: [1430, 585, 1560, 599]
article-paragraph: Μικρὰ Ἀσία (Σόλωνος 88) Ἐντελῶς καὶ καθ᾽ ὅλα ἀκάθαρτον εὑρέθησαν καὶ δύο ὁκάδες κρέατος ἀρχομένης σήψεως.: [1217, 40, 1560, 83]
divider: [1235, 688, 1543, 689]
advert-title: ΔΙΑ ΤΟΥΣ ΕΠΙΤΗΔΕΥΜΑΤΙΑΣ: [1287, 839, 1491, 855]
